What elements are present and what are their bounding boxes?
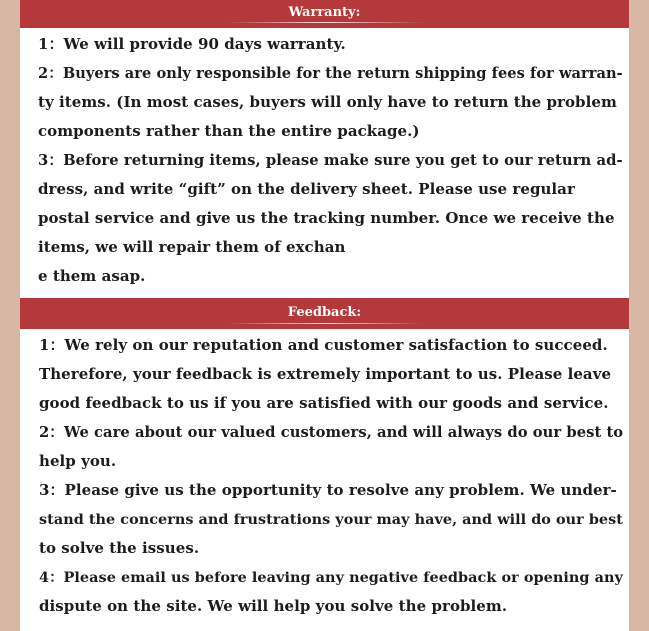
warranty-header-divider (225, 22, 425, 23)
warranty-line: dress, and write “gift” on the delivery sheet. Please use regular (38, 180, 575, 198)
feedback-header-divider (225, 323, 425, 324)
feedback-line: 2：We care about our valued customers, and will always do our best to (39, 424, 624, 441)
feedback-line: to solve the issues. (39, 539, 200, 557)
warranty-line: components rather than the entire package.) (38, 122, 420, 140)
feedback-line: help you. (39, 452, 117, 470)
warranty-section (20, 0, 629, 298)
warranty-title: Warranty: (288, 5, 361, 20)
feedback-line: good feedback to us if you are satisfied with our goods and service. (39, 394, 609, 412)
feedback-line: 3：Please give us the opportunity to resolve any problem. We under- (39, 481, 617, 499)
feedback-body (20, 329, 629, 621)
feedback-line: dispute on the site. We will help you solve the problem. (39, 597, 508, 615)
feedback-line: 1：We rely on our reputation and customer satisfaction to succeed. (39, 336, 608, 354)
warranty-line: ty items. (In most cases, buyers will only have to return the problem (38, 93, 617, 111)
warranty-line: 1：We will provide 90 days warranty. (38, 35, 346, 53)
warranty-line: postal service and give us the tracking number. Once we receive the (38, 209, 615, 227)
feedback-line: 4：Please email us before leaving any negative feedback or opening any (39, 569, 623, 586)
warranty-line: e them asap. (38, 267, 146, 285)
feedback-header (20, 298, 629, 329)
feedback-section (20, 298, 629, 631)
warranty-line: items, we will repair them of exchan (38, 238, 346, 256)
feedback-line: stand the concerns and frustrations your may have, and will do our best (39, 511, 623, 528)
warranty-line: 2：Buyers are only responsible for the return shipping fees for warran- (38, 65, 623, 82)
feedback-title: Feedback: (287, 305, 362, 320)
warranty-header (20, 0, 629, 28)
warranty-body (20, 28, 629, 291)
warranty-line: 3：Before returning items, please make sure you get to our return ad- (38, 152, 623, 169)
feedback-line: Therefore, your feedback is extremely important to us. Please leave (39, 365, 612, 383)
